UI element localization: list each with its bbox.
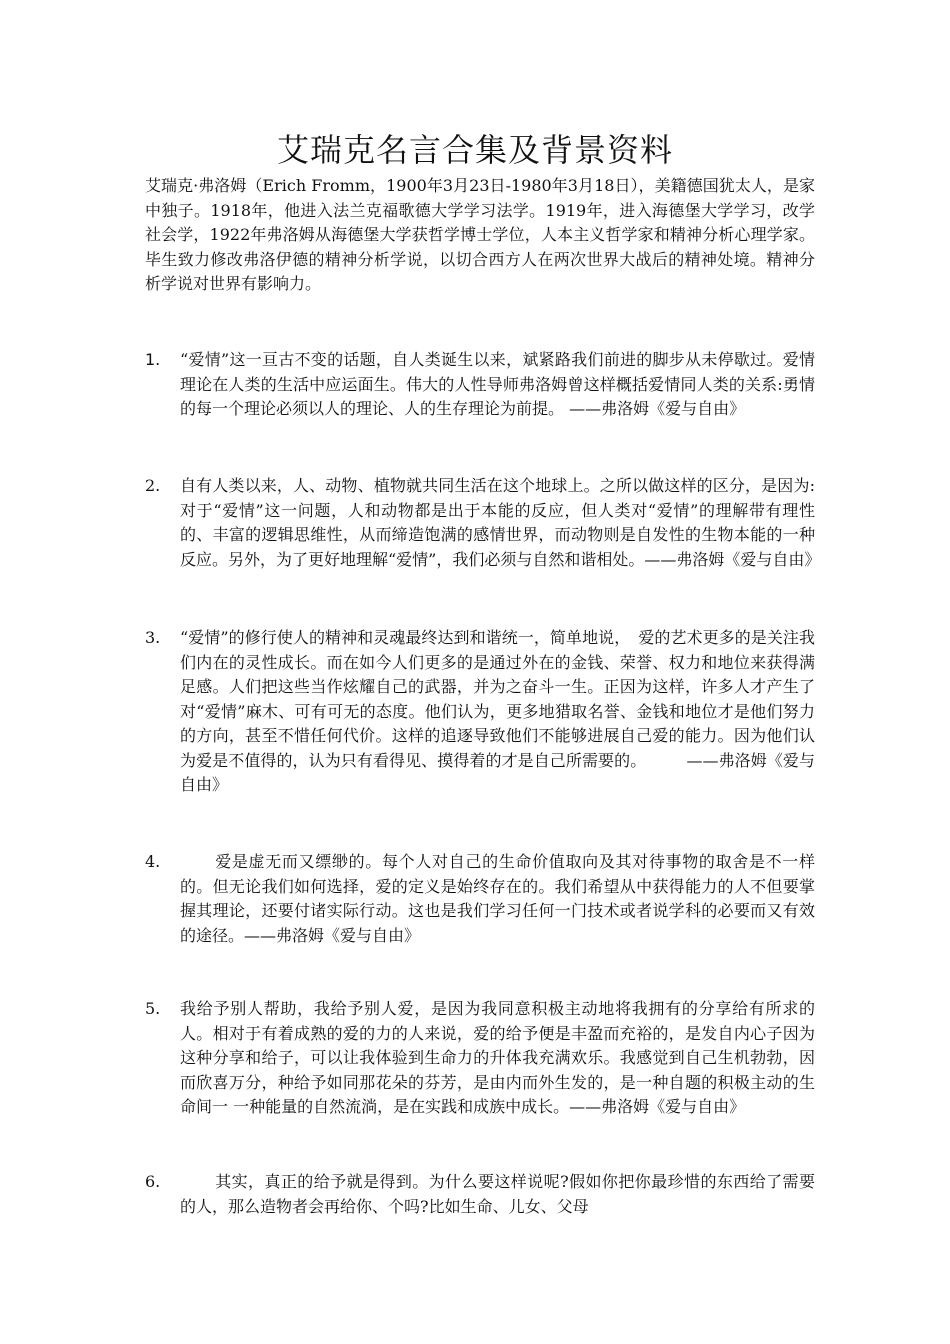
quote-text: 爱是虚无而又缥缈的。每个人对自己的生命价值取向及其对待事物的取舍是不一样的。但无论我们如何选择，爱的定义是始终存在的。我们希望从中获得能力的人不但要掌握其理论，还要付诸实际行动。这也是我们学习任何一门技术或者说学科的必要而又有效的途径。——弗洛姆《爱与自由》 — [180, 852, 815, 945]
quote-text: “爱情”的修行使人的精神和灵魂最终达到和谐统一，简单地说， 爱的艺术更多的是关注我们内在的灵性成长。而在如今人们更多的是通过外在的金钱、荣誉、权力和地位来获得满足感。人们把这些当作炫耀自己的武器，并为之奋斗一生。正因为这样，许多人才产生了对“爱情”麻木、可有可无的态度。他们认为，更多地猎取名誉、金钱和地位才是他们努力的方向，甚至不惜任何代价。这样的追逐导致他们不能够进展自己爱的能力。因为他们认为爱是不值得的，认为只有看得见、摸得着的才是自己所需要的。 ——弗洛姆《爱与自由》 — [180, 628, 815, 794]
intro-paragraph: 艾瑞克·弗洛姆（Erich Fromm，1900年3月23日-1980年3月18日），美籍德国犹太人，是家中独子。1918年，他进入法兰克福歌德大学学习法学。1919年，进入海德堡大学学习，改学社会学，1922年弗洛姆从海德堡大学获哲学博士学位，人本主义哲学家和精神分析心理学家。毕生致力修改弗洛伊德的精神分析学说，以切合西方人在两次世界大战后的精神处境。精神分析学说对世界有影响力。 — [145, 176, 815, 293]
quote-item — [145, 997, 815, 1120]
quote-item — [145, 474, 821, 572]
quote-item — [145, 348, 815, 422]
quote-number: 6. — [145, 1172, 161, 1191]
quote-number: 5. — [145, 999, 161, 1018]
quote-text: “爱情”这一亘古不变的话题，自人类诞生以来，斌紧路我们前进的脚步从未停歇过。爱情理论在人类的生活中应运面生。伟大的人性导师弗洛姆曾这样概括爱情同人类的关系:勇情的每一个理论必须以人的理论、人的生存理论为前提。 ——弗洛姆《爱与自由》 — [180, 350, 815, 418]
quote-number: 3. — [145, 628, 161, 647]
quote-item — [145, 626, 815, 798]
quote-text: 自有人类以来，人、动物、植物就共同生活在这个地球上。之所以做这样的区分，是因为:对于“爱情”这一问题，人和动物都是出于本能的反应，但人类对“爱情”的理解带有理性的、丰富的逻辑思维性，从而缔造饱满的感情世界，而动物则是自发性的生物本能的一种反应。另外，为了更好地理解“爱情”，我们必须与自然和谐相处。——弗洛姆《爱与自由》 — [180, 476, 821, 569]
quote-text: 我给予别人帮助，我给予别人爱，是因为我同意积极主动地将我拥有的分享给有所求的人。相对于有着成熟的爱的力的人来说，爱的给予便是丰盈而充裕的，是发自内心子因为这种分享和给子，可以让我体验到生命力的升体我充满欢乐。我感觉到自己生机勃勃，因而欣喜万分，种给予如同那花朵的芬芳，是由内而外生发的，是一种自题的积极主动的生命间一 一种能量的自然流淌，是在实践和成族中成长。——弗洛姆《爱与自由》 — [180, 999, 815, 1116]
quote-item — [145, 850, 815, 948]
quote-number: 4. — [145, 852, 161, 871]
quote-text: 其实，真正的给予就是得到。为什么要这样说呢?假如你把你最珍惜的东西给了需要的人，那么造物者会再给你、个吗?比如生命、儿女、父母 — [180, 1172, 815, 1216]
quote-number: 2. — [145, 476, 161, 495]
document-title: 艾瑞克名言合集及背景资料 — [276, 131, 673, 169]
quote-number: 1. — [145, 350, 161, 369]
quote-item — [145, 1170, 815, 1219]
